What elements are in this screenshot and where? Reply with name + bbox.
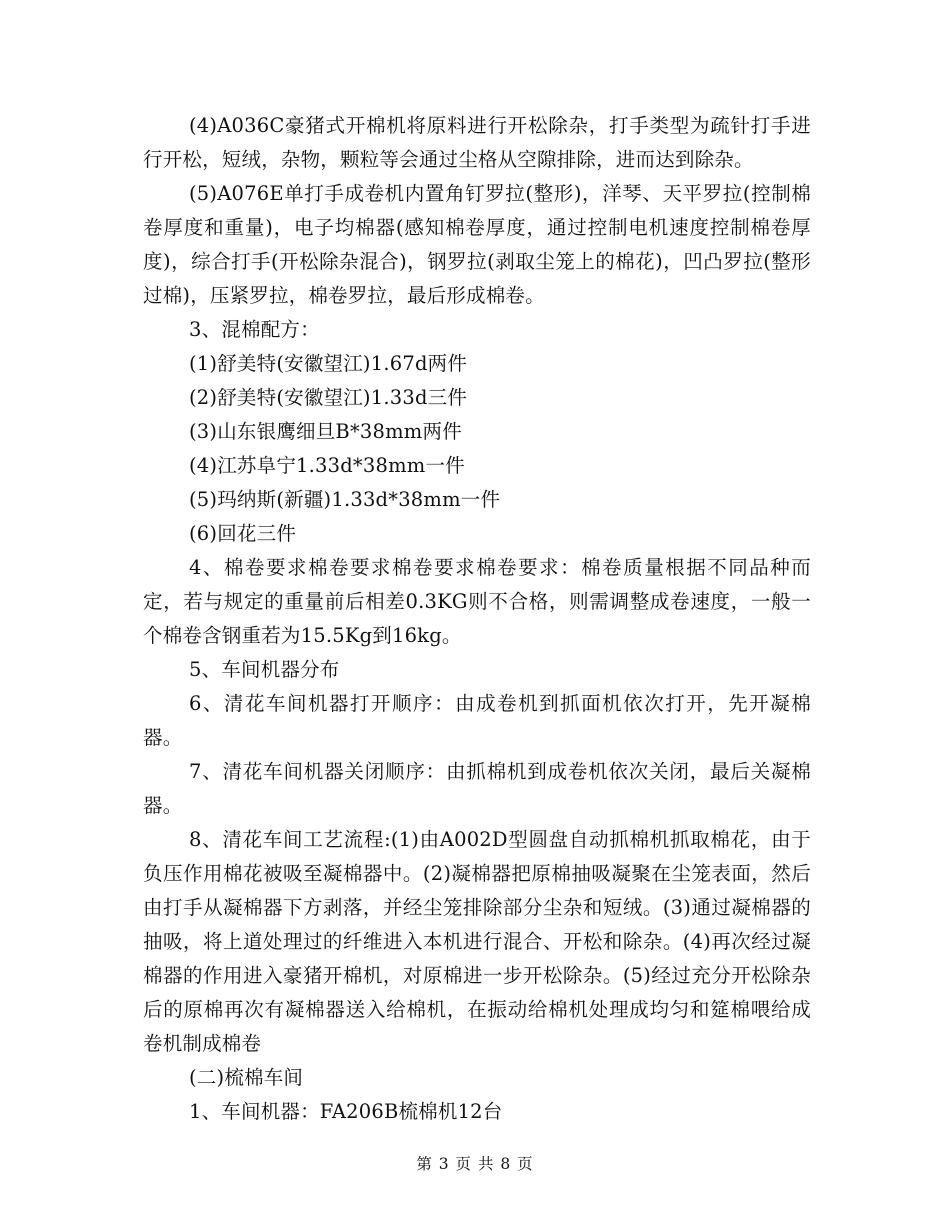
body-text bbox=[143, 109, 811, 1129]
paragraph-lap-requirements: 4、棉卷要求棉卷要求棉卷要求棉卷要求：棉卷质量根据不同品种而定，若与规定的重量前后相差0.3KG则不合格，则需调整成卷速度，一般一个棉卷含钢重若为15.5Kg到16kg。 bbox=[143, 556, 811, 647]
recipe-item-2: (2)舒美特(安徽望江)1.33d三件 bbox=[189, 386, 468, 409]
recipe-item-6: (6)回花三件 bbox=[189, 522, 297, 545]
page-number-footer: 第 3 页 共 8 页 bbox=[416, 1155, 534, 1173]
recipe-item-4: (4)江苏阜宁1.33d*38mm一件 bbox=[189, 454, 465, 477]
recipe-item-1: (1)舒美特(安徽望江)1.67d两件 bbox=[189, 352, 468, 375]
paragraph-process-flow: 8、清花车间工艺流程:(1)由A002D型圆盘自动抓棉机抓取棉花，由于负压作用棉花被吸至凝棉器中。(2)凝棉器把原棉抽吸凝聚在尘笼表面，然后由打手从凝棉器下方剥落，并经尘笼排除部分尘杂和短绒。(3)通过凝棉器的抽吸，将上道处理过的纤维进入本机进行混合、开松和除杂。(4)再次经过凝棉器的作用进入豪猪开棉机，对原棉进一步开松除杂。(5)经过充分开松除杂后的原棉再次有凝棉器送入给棉机，在振动给棉机处理成均匀和筵棉喂给成卷机制成棉卷 bbox=[143, 828, 811, 1055]
heading-blend-recipe: 3、混棉配方： bbox=[189, 318, 320, 341]
paragraph-shutdown-order: 7、清花车间机器关闭顺序：由抓棉机到成卷机依次关闭，最后关凝棉器。 bbox=[143, 760, 811, 817]
heading-carding-workshop: (二)梳棉车间 bbox=[189, 1066, 304, 1089]
paragraph-5-a076e: (5)A076E单打手成卷机内置角钉罗拉(整形)，洋琴、天平罗拉(控制棉卷厚度和重量)，电子均棉器(感知棉卷厚度，通过控制电机速度控制棉卷厚度)，综合打手(开松除杂混合)，钢罗拉(剥取尘笼上的棉花)，凹凸罗拉(整形过棉)，压紧罗拉，棉卷罗拉，最后形成棉卷。 bbox=[143, 182, 811, 307]
paragraph-4-a036c: (4)A036C豪猪式开棉机将原料进行开松除杂，打手类型为疏针打手进行开松，短绒，杂物，颗粒等会通过尘格从空隙排除，进而达到除杂。 bbox=[143, 114, 811, 171]
heading-machine-layout: 5、车间机器分布 bbox=[189, 658, 340, 681]
paragraph-startup-order: 6、清花车间机器打开顺序：由成卷机到抓面机依次打开，先开凝棉器。 bbox=[143, 692, 811, 749]
recipe-item-5: (5)玛纳斯(新疆)1.33d*38mm一件 bbox=[189, 488, 501, 511]
paragraph-carding-machines: 1、车间机器：FA206B梳棉机12台 bbox=[189, 1100, 503, 1123]
recipe-item-3: (3)山东银鹰细旦B*38mm两件 bbox=[189, 420, 462, 443]
